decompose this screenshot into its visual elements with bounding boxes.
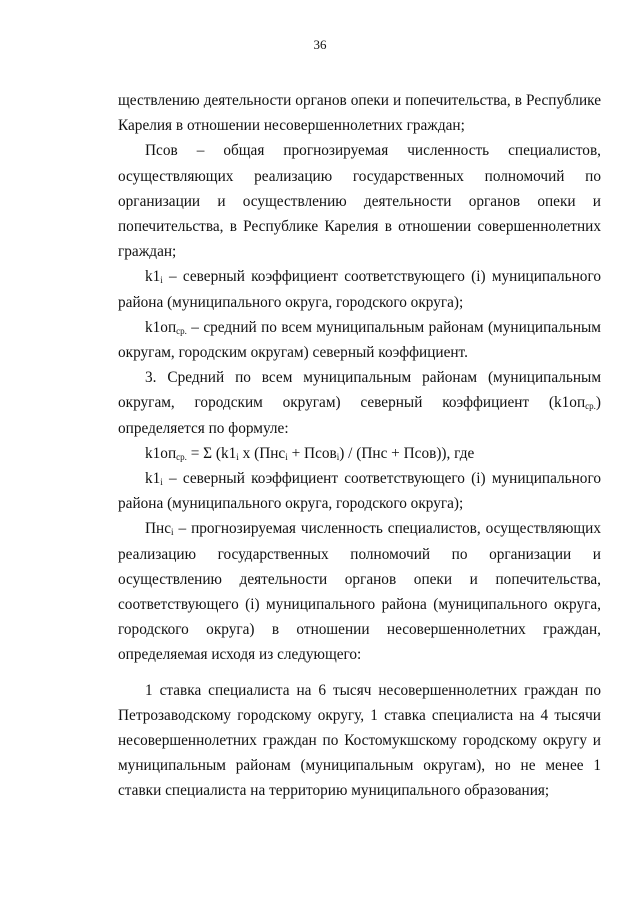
text-run: k1	[145, 470, 161, 488]
text-run: 3. Средний по всем муниципальным районам (муниципальным округам, городским округам) северный коэффициент (k1оп	[118, 369, 601, 412]
text-run: Пнс	[145, 520, 172, 538]
text-run: х (Пнс	[238, 444, 286, 462]
paragraph-clause-3	[118, 365, 601, 441]
subscript: i	[160, 275, 163, 286]
subscript: i	[160, 477, 163, 488]
paragraph-k1i-definition	[118, 264, 601, 314]
subscript: i	[336, 451, 340, 462]
subscript: i	[171, 527, 174, 538]
paragraph-rate-norms	[118, 678, 601, 804]
text-run: – северный коэффициент соответствующего (i) муниципального района (муниципального округа, городского округа);	[118, 470, 601, 513]
paragraph-formula	[118, 441, 601, 466]
document-body	[118, 88, 601, 804]
text-run: – средний по всем муниципальным районам (муниципальным округам, городским округам) северный коэффициент.	[118, 318, 601, 362]
text-run: k1оп	[145, 444, 177, 462]
text-run: + Псов	[287, 444, 337, 462]
text-run: 1 ставка специалиста на 6 тысяч несовершеннолетних граждан по Петрозаводскому городскому округу, 1 ставка специалиста на 4 тысячи несовершеннолетних граждан по Костомукшскому городскому округу и муниципальным районам (муниципальным округам), но не менее 1 ставки специалиста на территорию муниципального образования;	[118, 681, 601, 800]
page-number: 36	[313, 37, 327, 52]
text-run: – прогнозируемая численность специалистов, осуществляющих реализацию государственных полномочий по организации и осуществлению деятельности органов опеки и попечительства, соответствующего (i) муниципального района (муниципального округа, городского округа) в отношении несовершеннолетних граждан, определяемая исходя из следующего:	[118, 520, 601, 664]
paragraph-continuation	[118, 88, 601, 138]
text-run: ществлению деятельности органов опеки и попечительства, в Республике Карелия в отношении несовершеннолетних граждан;	[118, 92, 601, 135]
text-run: k1оп	[145, 318, 177, 336]
text-run: = Σ (k1	[186, 444, 237, 462]
text-run: Псов – общая прогнозируемая численность специалистов, осуществляющих реализацию государственных полномочий по организации и осуществлению деятельности органов опеки и попечительства, в Республике Карелия в отношении совершеннолетних граждан;	[118, 142, 601, 261]
subscript: i	[285, 451, 288, 462]
paragraph-psov-definition	[118, 138, 601, 264]
text-run: ) определяется по формуле:	[118, 394, 601, 437]
text-run: – северный коэффициент соответствующего (i) муниципального района (муниципального округа, городского округа);	[118, 268, 601, 311]
subscript: ср.	[176, 325, 187, 336]
subscript: ср.	[585, 401, 596, 412]
text-run: k1	[145, 268, 161, 286]
subscript: i	[236, 451, 239, 462]
paragraph-k1i-definition-repeat	[118, 466, 601, 516]
text-run: ) / (Пнс + Псов)), где	[339, 444, 475, 462]
subscript: ср.	[176, 451, 187, 462]
paragraph-k1op-definition	[118, 315, 601, 365]
paragraph-pns-definition	[118, 516, 601, 667]
